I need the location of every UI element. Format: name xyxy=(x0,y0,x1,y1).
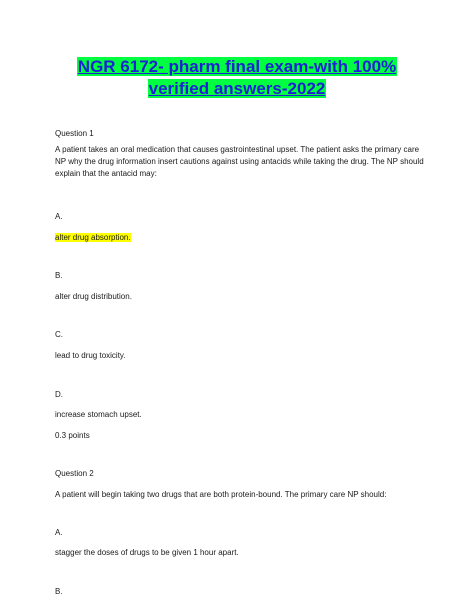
q1-option-d-text: increase stomach upset. xyxy=(55,410,142,419)
question-1-heading: Question 1 xyxy=(55,129,94,138)
title-line-2 xyxy=(40,78,434,100)
question-2-text: A patient will begin taking two drugs that are both protein-bound. The primary care NP should: xyxy=(55,490,387,499)
q1-option-a-text xyxy=(55,232,131,243)
document-title xyxy=(40,56,434,100)
title-line-1 xyxy=(40,56,434,78)
q1-option-a-letter: A. xyxy=(55,212,63,221)
q1-option-d-letter: D. xyxy=(55,390,63,399)
q1-option-b-text: alter drug distribution. xyxy=(55,292,132,301)
question-1-text: A patient takes an oral medication that causes gastrointestinal upset. The patient asks the primary care NP why the drug information insert cautions against using antacids while taking the drug. The NP should explain that the antacid may: xyxy=(55,145,424,178)
q1-option-a-highlight: alter drug absorption. xyxy=(55,233,131,242)
q2-option-a-letter: A. xyxy=(55,528,63,537)
q2-option-b-letter: B. xyxy=(55,587,63,596)
title-line-1-text: NGR 6172- pharm final exam-with 100% xyxy=(77,57,397,76)
q1-option-b-letter: B. xyxy=(55,271,63,280)
title-line-2-text: verified answers-2022 xyxy=(148,79,326,98)
q1-points: 0.3 points xyxy=(55,431,90,440)
q1-option-c-text: lead to drug toxicity. xyxy=(55,351,126,360)
q1-option-c-letter: C. xyxy=(55,330,63,339)
question-2-heading: Question 2 xyxy=(55,469,94,478)
q2-option-a-text: stagger the doses of drugs to be given 1 hour apart. xyxy=(55,548,239,557)
